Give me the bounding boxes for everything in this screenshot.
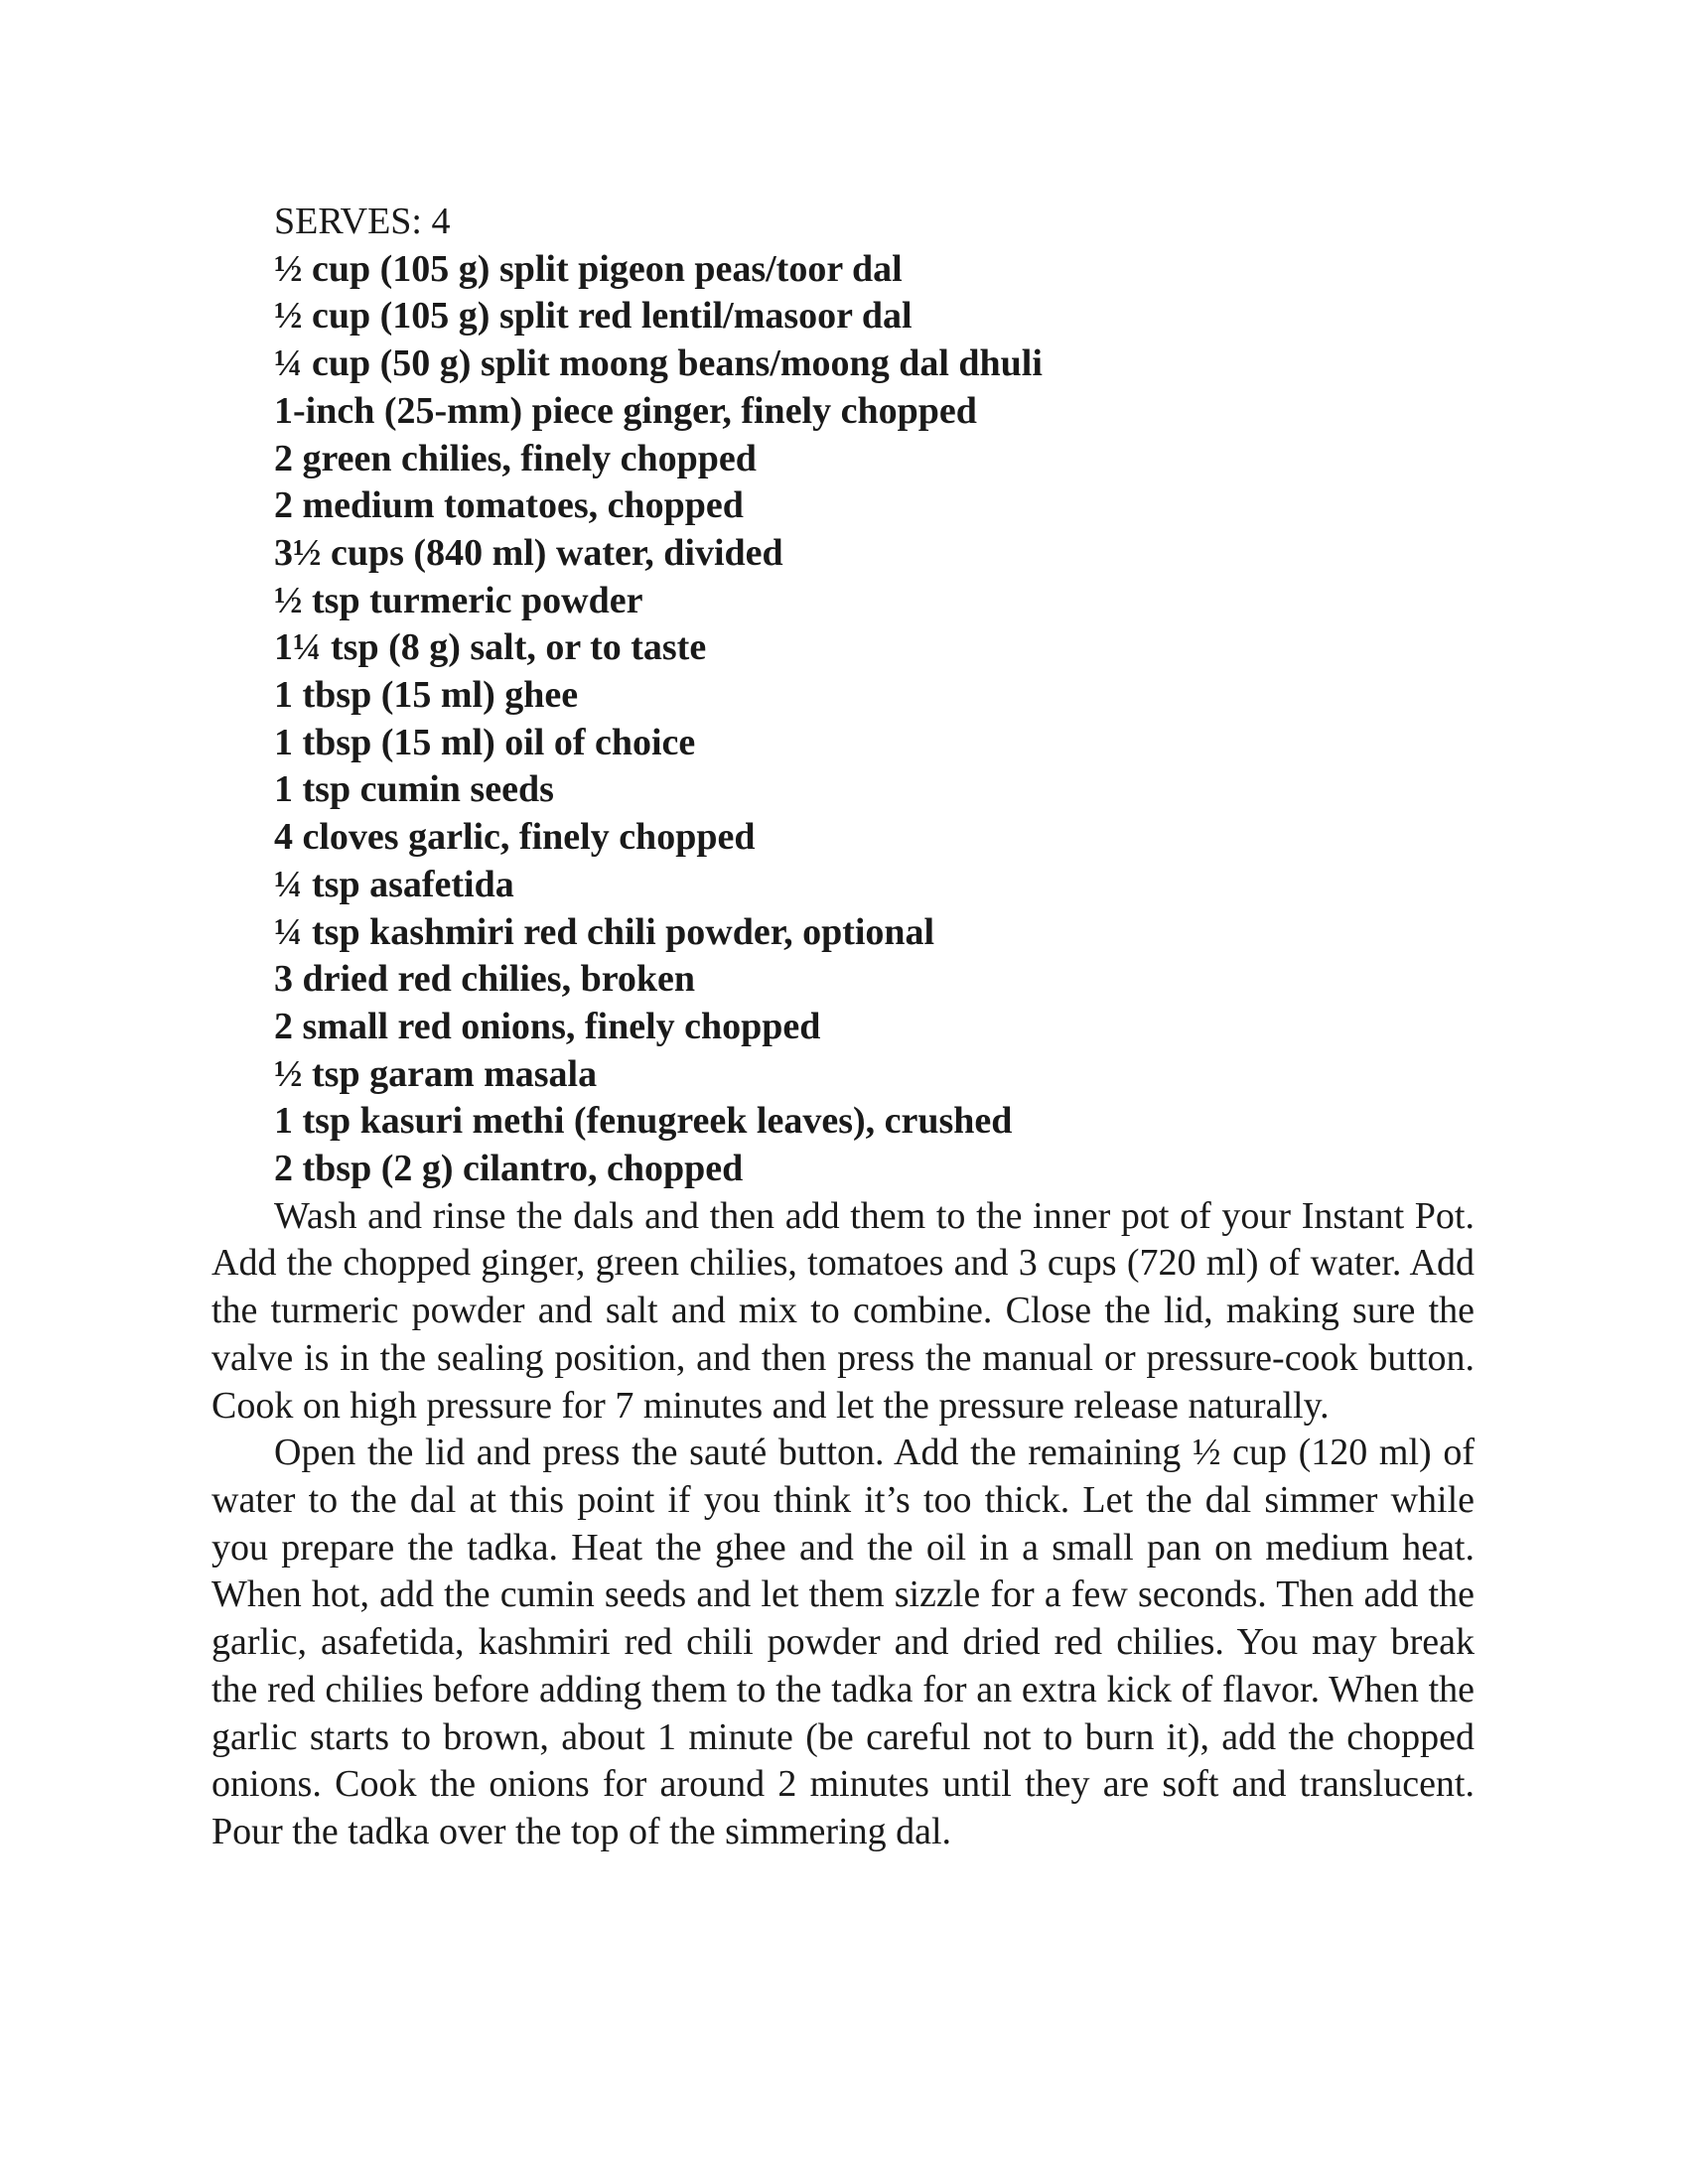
recipe-content	[211, 199, 1475, 1856]
method-section	[211, 1193, 1475, 1856]
ingredient-item: 1 tsp kasuri methi (fenugreek leaves), crushed	[274, 1100, 1013, 1143]
ingredient-item: ½ cup (105 g) split pigeon peas/toor dal	[274, 247, 903, 290]
ingredient-item: 2 tbsp (2 g) cilantro, chopped	[274, 1148, 744, 1190]
ingredient-item: 1¼ tsp (8 g) salt, or to taste	[274, 626, 707, 669]
ingredient-list	[211, 246, 1475, 1193]
ingredient-item: ¼ cup (50 g) split moong beans/moong dal dhuli	[274, 342, 1043, 385]
ingredient-item: 2 green chilies, finely chopped	[274, 437, 757, 479]
ingredient-item: 3½ cups (840 ml) water, divided	[274, 531, 783, 574]
ingredient-item: ¼ tsp asafetida	[274, 863, 514, 905]
serves-line: SERVES: 4	[274, 201, 451, 242]
ingredient-item: ½ tsp garam masala	[274, 1052, 598, 1095]
ingredient-item: 1 tbsp (15 ml) ghee	[274, 674, 579, 717]
ingredient-item: 3 dried red chilies, broken	[274, 958, 696, 1001]
method-step-paragraph: Wash and rinse the dals and then add them to the inner pot of your Instant Pot. Add the chopped ginger, green chilies, tomatoes and 3 cups (720 ml) of water. Add the turmeric powder and salt and mix to combine. Close the lid, making sure the valve is in the sealing position, and then press the manual or pressure-cook button. Cook on high pressure for 7 minutes and let the pressure release naturally.	[211, 1194, 1475, 1427]
ingredient-item: 2 medium tomatoes, chopped	[274, 484, 744, 527]
ingredient-item: ½ cup (105 g) split red lentil/masoor dal	[274, 295, 913, 338]
ingredient-item: 1-inch (25-mm) piece ginger, finely chopped	[274, 389, 977, 432]
ingredient-item: 4 cloves garlic, finely chopped	[274, 816, 756, 859]
ingredient-item: 2 small red onions, finely chopped	[274, 1005, 821, 1047]
ingredient-item: 1 tbsp (15 ml) oil of choice	[274, 721, 696, 763]
ingredient-item: ½ tsp turmeric powder	[274, 579, 643, 621]
ingredient-item: 1 tsp cumin seeds	[274, 768, 554, 811]
method-step-paragraph: Open the lid and press the sauté button. Add the remaining ½ cup (120 ml) of water to the dal at this point if you think it’s too thick. Let the dal simmer while you prepare the tadka. Heat the ghee and the oil in a small pan on medium heat. When hot, add the cumin seeds and let them sizzle for a few seconds. Then add the garlic, asafetida, kashmiri red chili powder and dried red chilies. You may break the red chilies before adding them to the tadka for an extra kick of flavor. When the garlic starts to brown, about 1 minute (be careful not to burn it), add the chopped onions. Cook the onions for around 2 minutes until they are soft and translucent. Pour the tadka over the top of the simmering dal.	[211, 1432, 1475, 1852]
ingredient-item: ¼ tsp kashmiri red chili powder, optional	[274, 910, 935, 953]
